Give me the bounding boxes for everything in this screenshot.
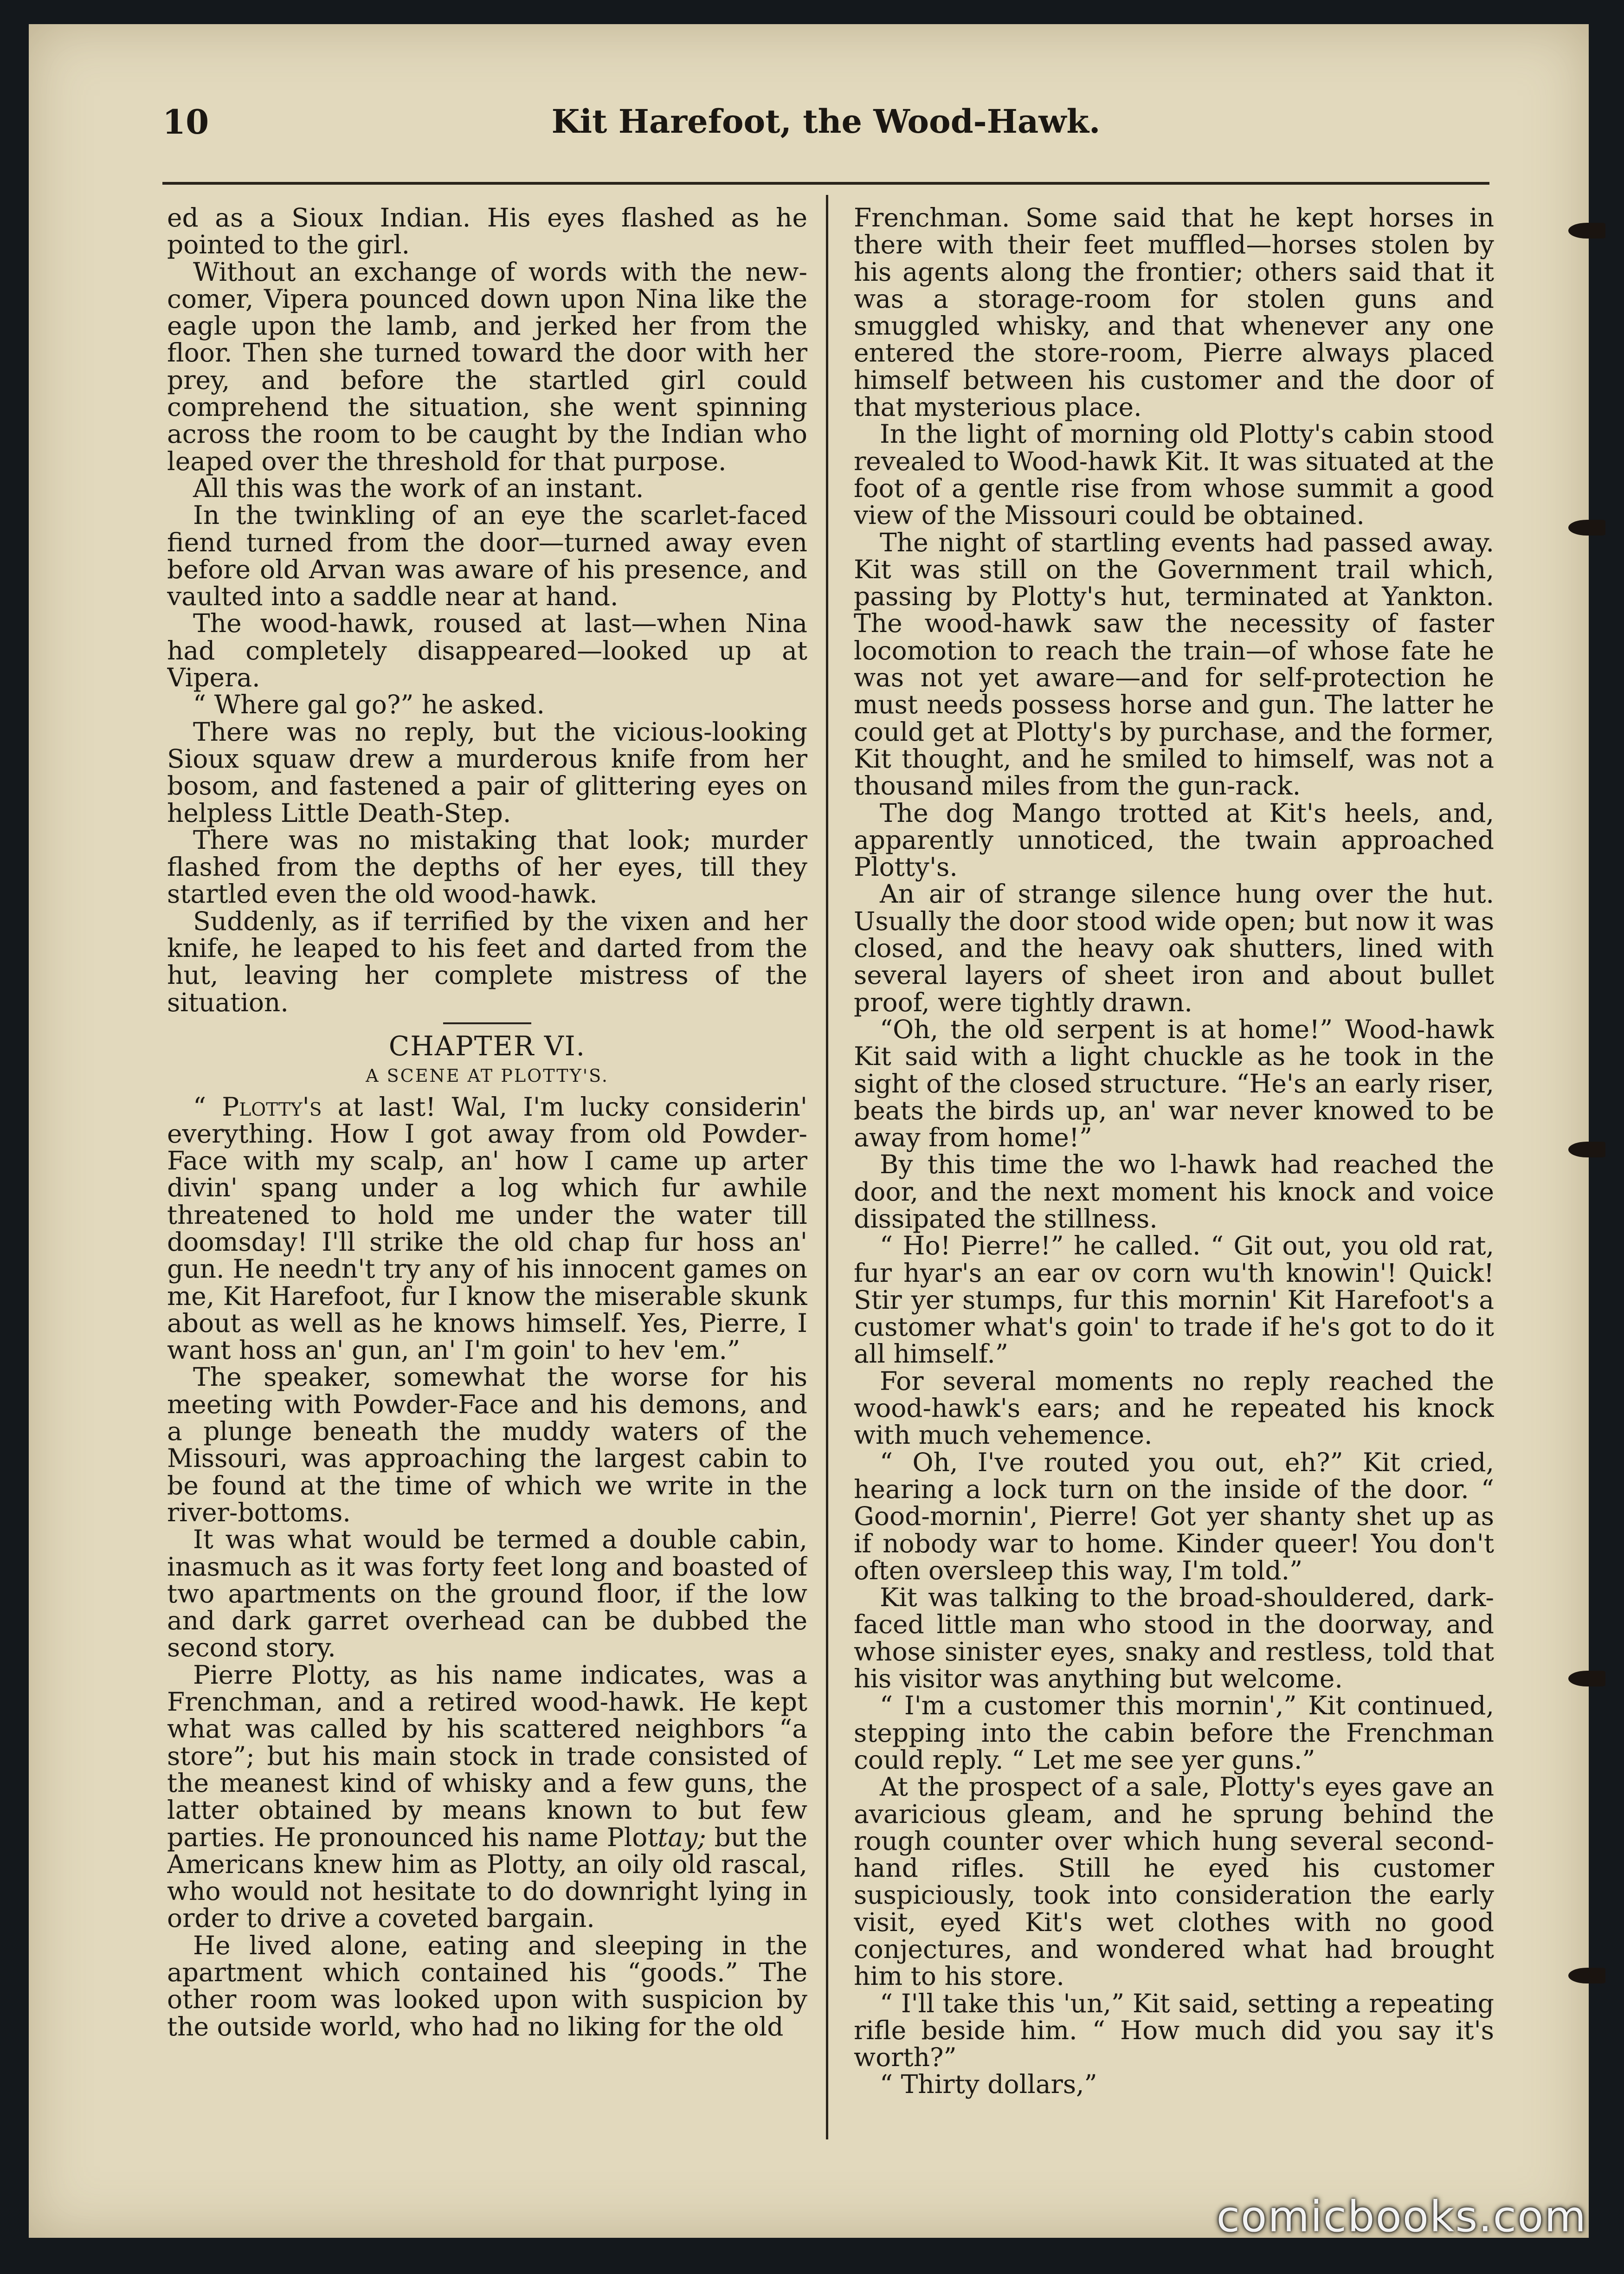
chapter-subtitle: A SCENE AT PLOTTY'S. xyxy=(366,1066,609,1086)
paragraph: Without an exchange of words with the new-comer, Vipera pounced down upon Nina like the eagle upon the lamb, and jerked her from the floor. Then she turned toward the door with her prey, and before the startled girl could comprehend the situation, she went spinning across the room to be caught by the Indian who leaped over the threshold for that purpose. xyxy=(167,257,807,476)
paragraph: The night of startling events had passed away. Kit was still on the Government trail which, passing by Plotty's hut, terminated at Yankton. The wood-hawk saw the necessity of faster locomotion to reach the train—of whose fate he was not yet aware—and for self-protection he must needs possess horse and gun. The latter he could get at Plotty's by purchase, and the former, Kit thought, and he smiled to himself, was not a thousand miles from the gun-rack. xyxy=(854,527,1494,801)
paragraph: At the prospect of a sale, Plotty's eyes gave an avaricious gleam, and he sprung behind the rough counter over which hung several second-hand rifles. Still he eyed his customer suspiciously, took into consideration the early visit, eyed Kit's wet clothes with no good conjectures, and wondered what had brought him to his store. xyxy=(854,1772,1494,1991)
paragraph: By this time the wo l-hawk had reached the door, and the next moment his knock and voice dissipated the stillness. xyxy=(854,1150,1494,1234)
lead-words: “ Plotty's xyxy=(193,1092,322,1122)
italic-text: tay; xyxy=(657,1822,706,1852)
paragraph: “ Where gal go?” he asked. xyxy=(193,690,545,720)
running-title: Kit Harefoot, the Wood-Hawk. xyxy=(551,102,1101,141)
binding-hole-2 xyxy=(1568,520,1605,536)
paragraph-text: Pierre Plotty, as his name indicates, was a Frenchman, and a retired wood-hawk. He kept what was called by his scattered neighbors “a store”; but his main stock in trade consisted of the meanest kind of whisky and a few guns, the latter obtained by means known to but few parties. He pronounced his name Plot xyxy=(167,1660,807,1852)
binding-hole-4 xyxy=(1568,1671,1605,1686)
chapter-rule xyxy=(443,1022,531,1024)
paragraph: The speaker, somewhat the worse for his meeting with Powder-Face and his demons, and a plunge beneath the muddy waters of the Missouri, was approaching the largest cabin to be found at the time of which we write in the river-bottoms. xyxy=(167,1362,807,1527)
paragraph: It was what would be termed a double cabin, inasmuch as it was forty feet long and boasted of two apartments on the ground floor, if the low and dark garret overhead can be dubbed the second story. xyxy=(167,1525,807,1663)
paragraph: He lived alone, eating and sleeping in the apartment which contained his “goods.” The other room was looked upon with suspicion by the outside world, who had no liking for the old xyxy=(167,1930,807,2041)
binding-hole-1 xyxy=(1568,223,1605,239)
chapter-title: CHAPTER VI. xyxy=(388,1030,586,1062)
left-column xyxy=(167,204,807,2153)
paragraph xyxy=(167,1093,807,1364)
header-rule xyxy=(162,182,1489,185)
paragraph: ed as a Sioux Indian. His eyes flashed as he pointed to the girl. xyxy=(167,204,807,260)
paragraph: Kit was talking to the broad-shouldered, dark-faced little man who stood in the doorway, and whose sinister eyes, snaky and restless, told that his visitor was anything but welcome. xyxy=(854,1583,1494,1694)
paragraph: Suddenly, as if terrified by the vixen and her knife, he leaped to his feet and darted from the hut, leaving her complete mistress of the situation. xyxy=(167,906,807,1017)
paragraph: Frenchman. Some said that he kept horses in there with their feet muffled—horses stolen by his agents along the frontier; others said that it was a storage-room for stolen guns and smuggled whisky, and that whenever any one entered the store-room, Pierre always placed himself between his customer and the door of that mysterious place. xyxy=(854,204,1494,422)
paragraph-text: at last! Wal, I'm lucky considerin' everything. How I got away from old Powder-Face with my scalp, an' how I came up arter divin' spang under a log which fur awhile threatened to hold me under the water till doomsday! I'll strike the old chap fur hoss an' gun. He needn't try any of his innocent games on me, Kit Harefoot, fur I know the miserable skunk about as well as he knows himself. Yes, Pierre, I want hoss an' gun, an' I'm goin' to hev 'em.” xyxy=(167,1092,807,1365)
page-header xyxy=(162,102,1489,162)
paragraph: “ Thirty dollars,” xyxy=(880,2069,1097,2100)
paragraph: “ Ho! Pierre!” he called. “ Git out, you old rat, fur hyar's an ear ov corn wu'th knowin'! Quick! Stir yer stumps, fur this mornin' Kit Harefoot's a customer what's goin' to trade if he's got to do it all himself.” xyxy=(854,1231,1494,1369)
paragraph: The dog Mango trotted at Kit's heels, and, apparently unnoticed, the twain approached Plotty's. xyxy=(854,798,1494,882)
paragraph: “ Oh, I've routed you out, eh?” Kit cried, hearing a lock turn on the inside of the door. “ Good-mornin', Pierre! Got yer shanty shet up as if nobody war to home. Kinder queer! You don't often oversleep this way, I'm told.” xyxy=(854,1447,1494,1585)
page-number: 10 xyxy=(162,102,209,142)
paragraph: An air of strange silence hung over the hut. Usually the door stood wide open; but now it was closed, and the heavy oak shutters, lined with several layers of sheet iron and about bullet proof, were tightly drawn. xyxy=(854,879,1494,1017)
paragraph: “ I'm a customer this mornin',” Kit continued, stepping into the cabin before the Frenchman could reply. “ Let me see yer guns.” xyxy=(854,1691,1494,1775)
paragraph: In the light of morning old Plotty's cabin stood revealed to Wood-hawk Kit. It was situated at the foot of a gentle rise from whose summit a good view of the Missouri could be obtained. xyxy=(854,419,1494,530)
binding-hole-3 xyxy=(1568,1142,1605,1157)
binding-hole-5 xyxy=(1568,1968,1605,1983)
paragraph: All this was the work of an instant. xyxy=(193,473,644,503)
paragraph: “Oh, the old serpent is at home!” Wood-hawk Kit said with a light chuckle as he took in the sight of the closed structure. “He's an early riser, beats the birds up, an' war never knowed to be away from home!” xyxy=(854,1014,1494,1153)
watermark: comicbooks.com xyxy=(1216,2192,1587,2242)
paragraph: For several moments no reply reached the wood-hawk's ears; and he repeated his knock with much vehemence. xyxy=(854,1366,1494,1450)
paragraph-text: but the Americans knew him as Plotty, an oily old rascal, who would not hesitate to do downright lying in order to drive a coveted bargain. xyxy=(167,1822,807,1933)
right-column xyxy=(854,204,1494,2153)
paragraph: There was no mistaking that look; murder flashed from the depths of her eyes, till they startled even the old wood-hawk. xyxy=(167,825,807,909)
paragraph: There was no reply, but the vicious-looking Sioux squaw drew a murderous knife from her bosom, and fastened a pair of glittering eyes on helpless Little Death-Step. xyxy=(167,717,807,828)
paragraph xyxy=(167,1661,807,1932)
chapter-heading xyxy=(167,1022,807,1090)
paragraph: “ I'll take this 'un,” Kit said, setting a repeating rifle beside him. “ How much did you say it's worth?” xyxy=(854,1988,1494,2073)
paragraph: In the twinkling of an eye the scarlet-faced fiend turned from the door—turned away even before old Arvan was aware of his presence, and vaulted into a saddle near at hand. xyxy=(167,500,807,612)
paragraph: The wood-hawk, roused at last—when Nina had completely disappeared—looked up at Vipera. xyxy=(167,608,807,693)
column-divider xyxy=(826,195,828,2139)
